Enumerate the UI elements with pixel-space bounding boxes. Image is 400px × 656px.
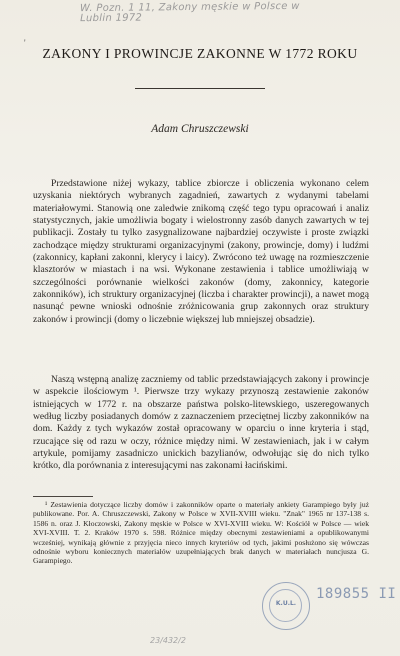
body-paragraph-2 — [33, 374, 369, 473]
footnote — [33, 500, 369, 566]
bottom-pencil-note: 23/432/2 — [150, 636, 186, 645]
paragraph-text: Przedstawione niżej wykazy, tablice zbiorcze i obliczenia wykonano celem uzyskania niektórych wybranych zagadnień, zawartych z wydanymi tabelami materiałowymi. Stanowią one zaledwie znikomą część tego typu opracowań i analiz statystycznych, jakie umożliwia bogaty i wielostronny zasób danych zawartych w tej publikacji. Zostały tu tylko zasygnalizowane najbardziej oczywiste i proste związki zachodzące między strukturami organizacyjnymi (zakony, prowincje, domy) i ludźmi (zakonnicy, kapłani zakonni, klerycy i laicy). Zwrócono też uwagę na rozmieszczenie klasztorów w miastach i na wsi. Wykonane zestawienia i tablice umożliwiają w szczególności porównanie wielkości zakonów (domy, zakonnicy, kategorie zakonników), ich struktury organizacyjnej (liczba i charakter prowincji), a nawet mogą nasunąć pewne wnioski odnośnie zróżnicowania grup zakonnych oraz struktury zakonów i prowincji (domy o liczebnie większej lub mniejszej obsadzie). — [33, 178, 369, 325]
footnote-text: ¹ Zestawienia dotyczące liczby domów i zakonników oparte o materiały ankiety Garampiego były już publikowane. Por. A. Chruszczewski, Zakony w Polsce w XVII-XVIII wieku. "Znak" 1965 nr 137-138 s. 1586 n. oraz J. Kłoczowski, Zakony męskie w Polsce w XVI-XVIII wieku. W: Kościół w Polsce — wiek XVI-XVIII. T. 2. Kraków 1970 s. 598. Różnice między obecnymi zestawieniami a opublikowanymi wcześniej, wynikają głównie z przyjęcia nieco innych kryteriów od tych, jakimi posłużono się wówczas odnośnie wyboru koniecznych materiałów uzupełniających brak danych w materiałach nuncjusza G. Garampiego. — [33, 500, 369, 566]
inventory-number: 189855 II — [316, 586, 397, 602]
author-name: Adam Chruszczewski — [151, 123, 249, 135]
document-title: ZAKONY I PROWINCJE ZAKONNE W 1772 ROKU — [42, 46, 358, 61]
pencil-annotation-line2: Lublin 1972 — [80, 12, 143, 25]
tick-mark: ' — [24, 38, 26, 48]
footnote-divider — [33, 496, 93, 497]
title-divider — [135, 88, 265, 89]
library-stamp-text: K.U.L. — [275, 600, 297, 607]
pencil-annotation — [79, 0, 300, 25]
pencil-annotation-line1: W. Pozn. 1 11, Zakony męskie w Polsce w — [79, 0, 300, 15]
paragraph-text: Naszą wstępną analizę zaczniemy od tablic przedstawiających zakony i prowincje w aspekcie ilościowym ¹. Pierwsze trzy wykazy przynoszą zestawienie zakonów istniejących w 1772 r. na obszarze państwa polsko-litewskiego, uszeregowanych według liczby posiadanych domów z zaznaczeniem przeciętnej liczby zakonników na dom. Każdy z tych wykazów został opracowany w oparciu o inne kryteria i stąd, rzucające się od razu w oczy, różnice między nimi. W zestawieniach, jak i w całym artykule, pomijamy zasadniczo unickich bazylianów, odwołując się do nich tylko krótko, dla porównania z interesującymi nas zakonami łacińskimi. — [33, 374, 369, 472]
body-paragraph-1 — [33, 178, 369, 326]
